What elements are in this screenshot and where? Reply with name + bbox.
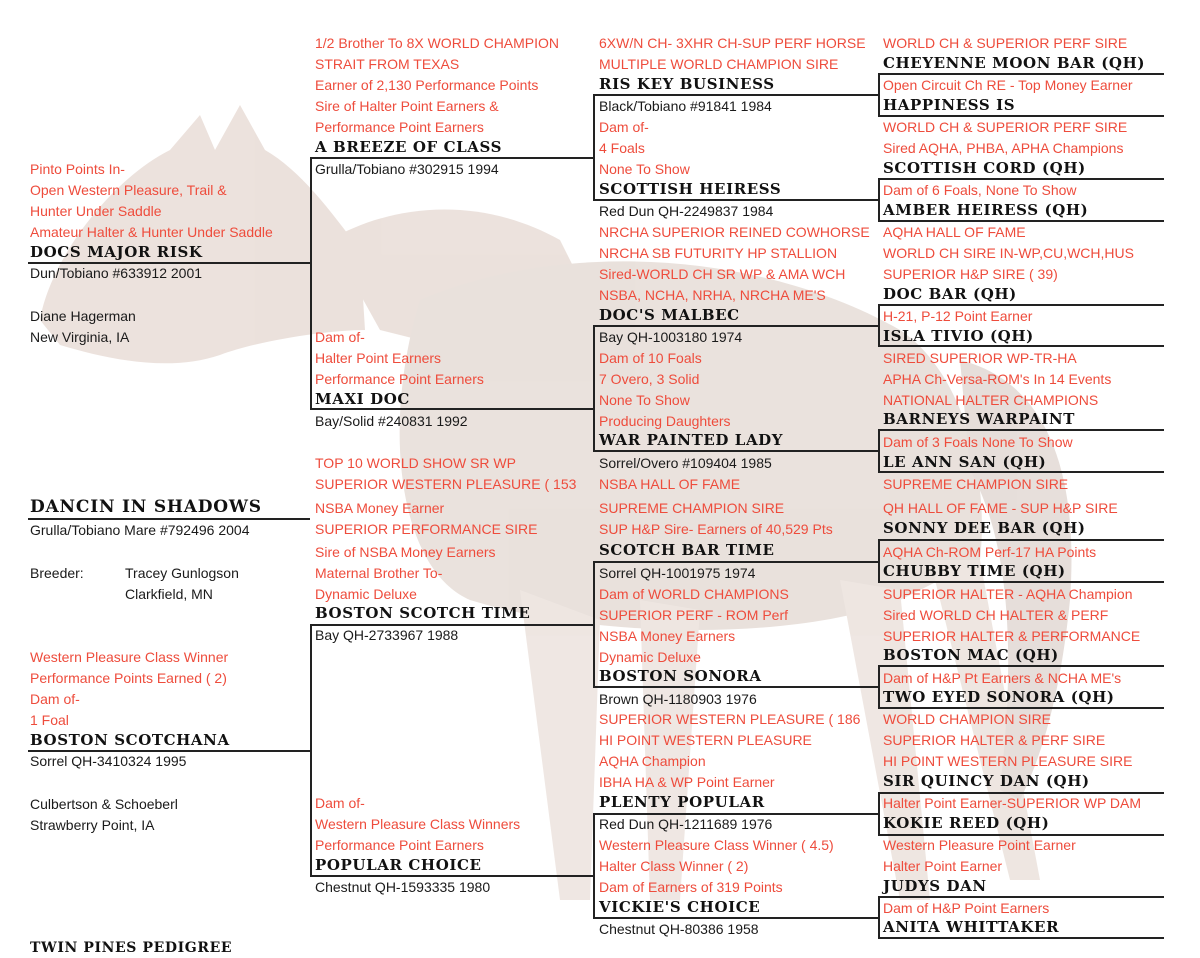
gen3-desc: Bay QH-1003180 1974 [599,329,743,345]
gen4-name: CHEYENNE MOON BAR (QH) [883,54,1146,72]
gen4-line [878,429,1164,431]
gen2-note: TOP 10 WORLD SHOW SR WP [315,455,516,471]
gen4-note: WORLD CH SIRE IN-WP,CU,WCH,HUS [883,245,1134,261]
gen3-note: Producing Daughters [599,413,731,429]
sire-note: Open Western Pleasure, Trail & [30,182,227,198]
gen3-desc: Brown QH-1180903 1976 [599,691,757,707]
gen4-name: BARNEYS WARPAINT [883,410,1075,428]
gen4-name: JUDYS DAN [883,877,987,895]
gen3-name: SCOTCH BAR TIME [599,541,775,559]
gen3-note: None To Show [599,161,690,177]
gen4-note: WORLD CH & SUPERIOR PERF SIRE [883,35,1128,51]
bracket-gen3 [878,665,880,708]
gen4-line [878,539,1164,541]
sire-note: Hunter Under Saddle [30,203,162,219]
gen4-note: SUPERIOR HALTER - AQHA Champion [883,586,1133,602]
footer-title: TWIN PINES PEDIGREE [30,940,233,956]
gen4-name: TWO EYED SONORA (QH) [883,688,1115,706]
gen4-note: SUPREME CHAMPION SIRE [883,476,1069,492]
gen3-desc: Chestnut QH-80386 1958 [599,921,759,937]
gen3-note: Dam of WORLD CHAMPIONS [599,586,789,602]
gen3-note: MULTIPLE WORLD CHAMPION SIRE [599,56,839,72]
gen3-line [593,450,880,452]
gen4-name: SIR QUINCY DAN (QH) [883,772,1090,790]
gen4-name: ANITA WHITTAKER [883,918,1060,936]
gen2-note: STRAIT FROM TEXAS [315,56,460,72]
gen3-note: SUPREME CHAMPION SIRE [599,500,785,516]
gen4-note: Dam of 6 Foals, None To Show [883,182,1077,198]
gen2-note: Maternal Brother To- [315,565,443,581]
dam-note: Performance Points Earned ( 2) [30,670,227,686]
gen3-note: NSBA, NCHA, NRHA, NRCHA ME'S [599,287,826,303]
gen4-note: AQHA HALL OF FAME [883,224,1026,240]
gen3-note: HI POINT WESTERN PLEASURE [599,732,812,748]
gen2-desc: Bay QH-2733967 1988 [315,627,459,643]
subject-name: DANCIN IN SHADOWS [30,497,262,517]
gen4-note: QH HALL OF FAME - SUP H&P SIRE [883,500,1118,516]
gen4-line [878,665,1164,667]
gen2-name: MAXI DOC [315,390,410,408]
gen4-name: KOKIE REED (QH) [883,814,1050,832]
bracket-gen2 [593,325,595,451]
gen3-name: DOC'S MALBEC [599,306,740,324]
dam-note: Western Pleasure Class Winner [30,649,229,665]
gen3-line [593,686,880,688]
gen3-name: PLENTY POPULAR [599,793,765,811]
gen2-note: Dam of- [315,795,365,811]
gen3-note: Dam of- [599,119,649,135]
gen3-name: WAR PAINTED LADY [599,431,784,449]
gen2-desc: Chestnut QH-1593335 1980 [315,879,491,895]
gen4-name: HAPPINESS IS [883,96,1016,114]
gen4-note: Halter Point Earner [883,858,1003,874]
gen3-note: IBHA HA & WP Point Earner [599,774,775,790]
bracket-gen3 [878,304,880,346]
gen4-name: ISLA TIVIO (QH) [883,327,1034,345]
gen4-note: APHA Ch-Versa-ROM's In 14 Events [883,371,1112,387]
gen2-desc: Bay/Solid #240831 1992 [315,413,468,429]
gen4-name: BOSTON MAC (QH) [883,646,1059,664]
sire-name: DOCS MAJOR RISK [30,243,203,261]
gen4-note: AQHA Ch-ROM Perf-17 HA Points [883,544,1097,560]
gen3-note: Halter Class Winner ( 2) [599,858,749,874]
dam-owner-name: Culbertson & Schoeberl [30,796,178,812]
gen2-desc: Grulla/Tobiano #302915 1994 [315,161,499,177]
gen3-note: 7 Overo, 3 Solid [599,371,700,387]
gen2-note: Dynamic Deluxe [315,586,417,602]
dam-note: 1 Foal [30,712,69,728]
dam-name: BOSTON SCOTCHANA [30,731,230,749]
gen3-note: SUPERIOR PERF - ROM Perf [599,607,789,623]
gen4-note: Halter Point Earner-SUPERIOR WP DAM [883,795,1142,811]
gen4-note: WORLD CH & SUPERIOR PERF SIRE [883,119,1128,135]
gen3-name: RIS KEY BUSINESS [599,75,775,93]
gen4-note: SIRED SUPERIOR WP-TR-HA [883,350,1077,366]
gen2-note: Performance Point Earners [315,371,484,387]
gen2-name: A BREEZE OF CLASS [315,138,503,156]
gen3-name: BOSTON SONORA [599,667,762,685]
gen3-note: NRCHA SB FUTURITY HP STALLION [599,245,838,261]
gen3-note: 6XW/N CH- 3XHR CH-SUP PERF HORSE [599,35,866,51]
gen4-note: SUPERIOR HALTER & PERF SIRE [883,732,1106,748]
gen2-note: SUPERIOR PERFORMANCE SIRE [315,521,538,537]
gen3-desc: Sorrel/Overo #109404 1985 [599,455,772,471]
gen3-desc: Red Dun QH-1211689 1976 [599,816,773,832]
gen4-name: SCOTTISH CORD (QH) [883,159,1086,177]
gen2-note: Western Pleasure Class Winners [315,816,521,832]
bracket-gen3 [878,792,880,835]
gen2-note: Dam of- [315,329,365,345]
gen3-note: NSBA Money Earners [599,628,736,644]
gen3-note: Sired-WORLD CH SR WP & AMA WCH [599,266,846,282]
gen3-desc: Black/Tobiano #91841 1984 [599,98,772,114]
gen3-desc: Red Dun QH-2249837 1984 [599,203,774,219]
bracket-gen2 [593,813,595,917]
gen2-note: SUPERIOR WESTERN PLEASURE ( 153 [315,476,577,492]
gen4-note: Western Pleasure Point Earner [883,837,1076,853]
gen4-line [878,581,1164,583]
gen4-note: NATIONAL HALTER CHAMPIONS [883,392,1099,408]
gen3-note: AQHA Champion [599,753,706,769]
gen3-note: Dam of Earners of 319 Points [599,879,783,895]
gen4-note: HI POINT WESTERN PLEASURE SIRE [883,753,1133,769]
gen2-note: Performance Point Earners [315,119,484,135]
sire-note: Amateur Halter & Hunter Under Saddle [30,224,273,240]
breeder-name: Tracey Gunlogson [125,565,239,581]
gen2-name: POPULAR CHOICE [315,856,482,874]
gen3-name: SCOTTISH HEIRESS [599,180,782,198]
gen4-name: SONNY DEE BAR (QH) [883,519,1086,537]
bracket-gen3 [878,178,880,221]
sire-desc: Dun/Tobiano #633912 2001 [30,265,203,281]
subject-desc: Grulla/Tobiano Mare #792496 2004 [30,522,250,538]
gen4-note: Sired AQHA, PHBA, APHA Champions [883,140,1124,156]
gen4-name: AMBER HEIRESS (QH) [883,201,1089,219]
gen4-note: Sired WORLD CH HALTER & PERF [883,607,1109,623]
bracket-sire [310,157,312,408]
gen4-note: H-21, P-12 Point Earner [883,308,1033,324]
gen3-note: NSBA HALL OF FAME [599,476,741,492]
dam-desc: Sorrel QH-3410324 1995 [30,753,187,769]
gen3-desc: Sorrel QH-1001975 1974 [599,565,756,581]
bracket-gen3 [878,429,880,472]
breeder-label: Breeder: [30,565,84,581]
gen2-name: BOSTON SCOTCH TIME [315,604,531,622]
bracket-gen2 [593,94,595,200]
bracket-gen3 [878,539,880,582]
dam-note: Dam of- [30,691,80,707]
bracket-dam [310,624,312,877]
gen3-note: SUPERIOR WESTERN PLEASURE ( 186 [599,711,861,727]
gen4-note: WORLD CHAMPION SIRE [883,711,1052,727]
bracket-gen2 [593,561,595,687]
gen3-name: VICKIE'S CHOICE [599,898,761,916]
gen3-note: Dam of 10 Foals [599,350,702,366]
gen4-name: LE ANN SAN (QH) [883,453,1047,471]
gen3-note: Dynamic Deluxe [599,649,701,665]
gen4-line [878,937,1164,939]
gen4-name: CHUBBY TIME (QH) [883,562,1066,580]
gen2-note: Performance Point Earners [315,837,484,853]
gen3-note: SUP H&P Sire- Earners of 40,529 Pts [599,521,833,537]
gen4-note: Dam of H&P Point Earners [883,900,1050,916]
gen2-note: Sire of Halter Point Earners & [315,98,499,114]
gen2-note: Halter Point Earners [315,350,442,366]
bracket-gen3 [878,896,880,938]
gen2-note: 1/2 Brother To 8X WORLD CHAMPION [315,35,560,51]
dam-owner-city: Strawberry Point, IA [30,817,155,833]
gen3-note: Western Pleasure Class Winner ( 4.5) [599,837,834,853]
gen4-note: Dam of 3 Foals None To Show [883,434,1073,450]
bracket-gen3 [878,73,880,115]
gen3-note: NRCHA SUPERIOR REINED COWHORSE [599,224,870,240]
gen3-note: 4 Foals [599,140,645,156]
gen3-note: None To Show [599,392,690,408]
gen4-name: DOC BAR (QH) [883,285,1017,303]
sire-owner-name: Diane Hagerman [30,308,136,324]
sire-owner-city: New Virginia, IA [30,329,130,345]
sire-note: Pinto Points In- [30,161,125,177]
breeder-city: Clarkfield, MN [125,586,213,602]
gen2-note: NSBA Money Earner [315,500,445,516]
gen2-note: Sire of NSBA Money Earners [315,544,496,560]
gen4-note: Dam of H&P Pt Earners & NCHA ME's [883,670,1122,686]
gen4-note: Open Circuit Ch RE - Top Money Earner [883,77,1133,93]
gen4-note: SUPERIOR H&P SIRE ( 39) [883,266,1058,282]
gen2-note: Earner of 2,130 Performance Points [315,77,539,93]
gen4-note: SUPERIOR HALTER & PERFORMANCE [883,628,1141,644]
